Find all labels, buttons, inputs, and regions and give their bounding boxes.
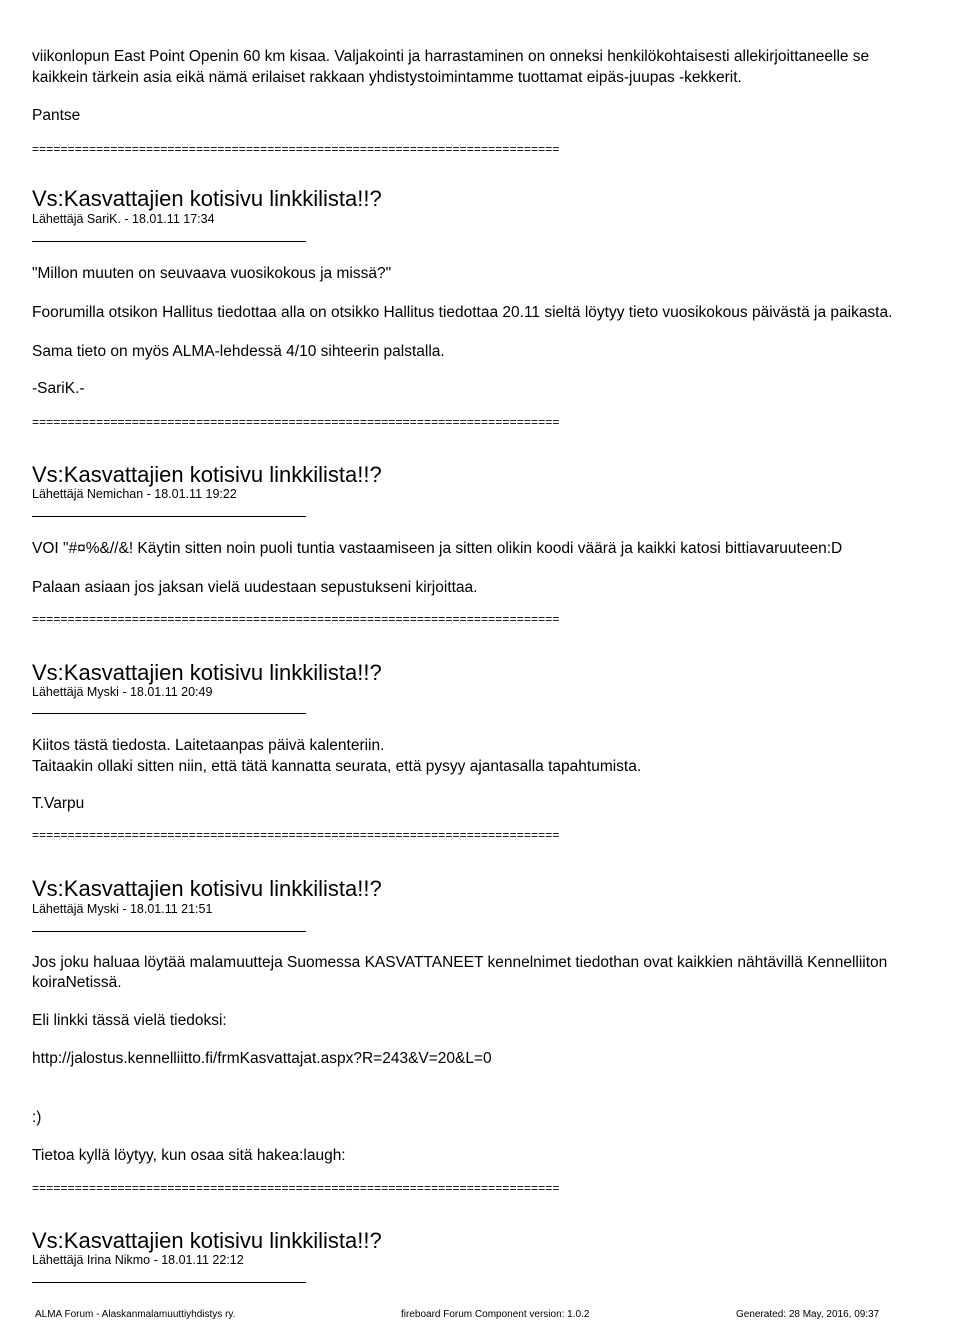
post-divider bbox=[32, 931, 306, 932]
post-line: Taitaakin ollaki sitten niin, että tätä kannatta seurata, että pysyy ajantasalla tapahtumista. bbox=[32, 758, 642, 775]
post-line: Eli linkki tässä vielä tiedoksi: bbox=[32, 1012, 227, 1029]
footer-left: ALMA Forum - Alaskanmalamuuttiyhdistys ry. bbox=[35, 1309, 236, 1320]
post-divider bbox=[32, 1282, 306, 1283]
post-meta: Lähettäjä Myski - 18.01.11 20:49 bbox=[32, 685, 213, 699]
post-line: Foorumilla otsikon Hallitus tiedottaa alla on otsikko Hallitus tiedottaa 20.11 sieltä löytyy tieto vuosikokous päivästä ja paikasta. bbox=[32, 304, 893, 321]
intro-line-1: viikonlopun East Point Openin 60 km kisaa. Valjakointi ja harrastaminen on onneksi henkilökohtaisesti allekirjoittaneelle se bbox=[32, 48, 870, 65]
post-title: Vs:Kasvattajien kotisivu linkkilista!!? bbox=[32, 876, 382, 901]
post-title: Vs:Kasvattajien kotisivu linkkilista!!? bbox=[32, 462, 382, 487]
post-title: Vs:Kasvattajien kotisivu linkkilista!!? bbox=[32, 186, 382, 211]
post-signature: T.Varpu bbox=[32, 795, 85, 812]
post-link[interactable]: http://jalostus.kennelliitto.fi/frmKasvattajat.aspx?R=243&V=20&L=0 bbox=[32, 1050, 492, 1067]
footer-center: fireboard Forum Component version: 1.0.2 bbox=[401, 1309, 590, 1320]
post-line: "Millon muuten on seuvaava vuosikokous ja missä?" bbox=[32, 265, 392, 282]
separator: ========================================================================== bbox=[32, 415, 560, 429]
separator: ========================================================================== bbox=[32, 612, 560, 626]
post-meta: Lähettäjä Irina Nikmo - 18.01.11 22:12 bbox=[32, 1253, 244, 1267]
post-line: koiraNetissä. bbox=[32, 974, 122, 991]
post-signature: -SariK.- bbox=[32, 380, 85, 397]
separator: ========================================================================== bbox=[32, 142, 560, 156]
post-line: Jos joku haluaa löytää malamuutteja Suomessa KASVATTANEET kennelnimet tiedothan ovat kaikkien nähtävillä Kennelliiton bbox=[32, 954, 888, 971]
post-meta: Lähettäjä Myski - 18.01.11 21:51 bbox=[32, 902, 213, 916]
post-line: Sama tieto on myös ALMA-lehdessä 4/10 sihteerin palstalla. bbox=[32, 343, 445, 360]
post-divider bbox=[32, 241, 306, 242]
post-title: Vs:Kasvattajien kotisivu linkkilista!!? bbox=[32, 660, 382, 685]
post-line: Tietoa kyllä löytyy, kun osaa sitä hakea:laugh: bbox=[32, 1147, 346, 1164]
footer-right: Generated: 28 May, 2016, 09:37 bbox=[736, 1309, 880, 1320]
intro-line-2: kaikkein tärkein asia eikä nämä erilaiset rakkaan yhdistystoimintamme tuottamat eipäs-juupas -kekkerit. bbox=[32, 69, 742, 86]
separator: ========================================================================== bbox=[32, 1181, 560, 1195]
post-line: Palaan asiaan jos jaksan vielä uudestaan sepustukseni kirjoittaa. bbox=[32, 579, 478, 596]
post-line: VOI "#¤%&//&! Käytin sitten noin puoli tuntia vastaamiseen ja sitten olikin koodi väärä ja kaikki katosi bittiavaruuteen:D bbox=[32, 540, 843, 557]
separator: ========================================================================== bbox=[32, 828, 560, 842]
post-meta: Lähettäjä SariK. - 18.01.11 17:34 bbox=[32, 212, 215, 226]
intro-signature: Pantse bbox=[32, 107, 81, 124]
post-title: Vs:Kasvattajien kotisivu linkkilista!!? bbox=[32, 1228, 382, 1253]
post-line: Kiitos tästä tiedosta. Laitetaanpas päivä kalenteriin. bbox=[32, 737, 385, 754]
post-divider bbox=[32, 516, 306, 517]
post-meta: Lähettäjä Nemichan - 18.01.11 19:22 bbox=[32, 487, 237, 501]
post-line: :) bbox=[32, 1109, 42, 1126]
post-divider bbox=[32, 713, 306, 714]
